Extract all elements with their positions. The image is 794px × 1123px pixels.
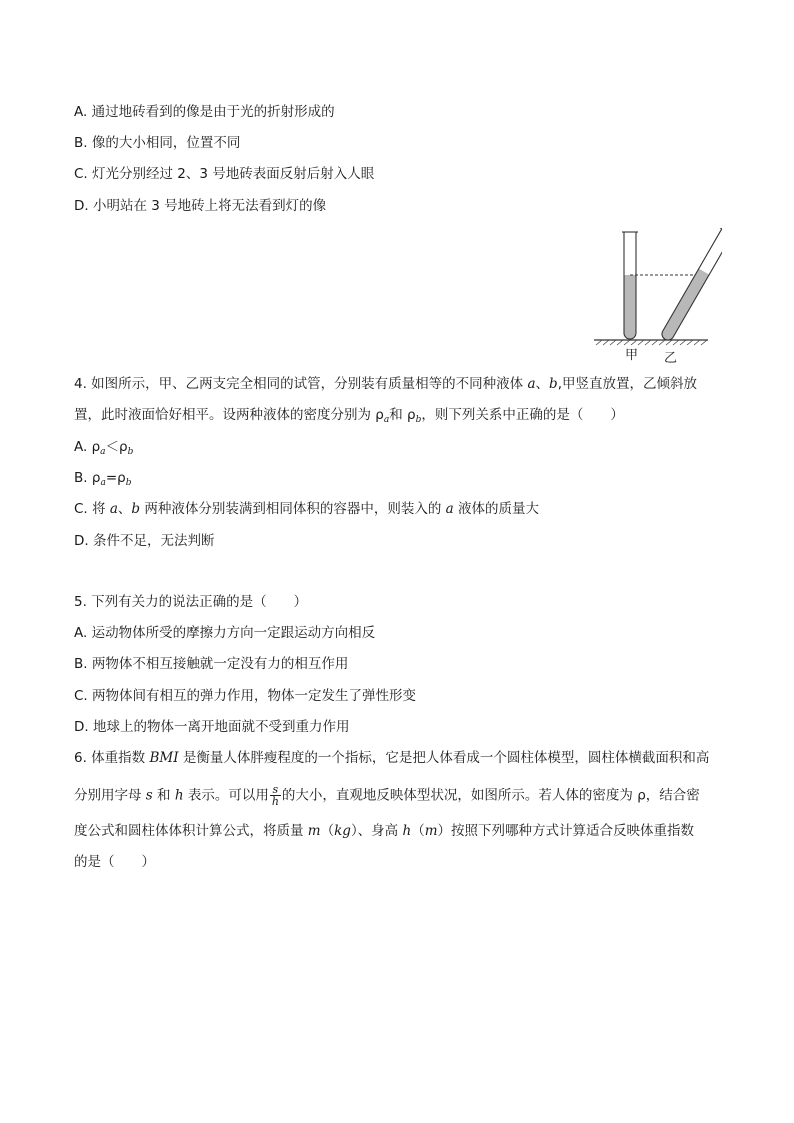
test-tube-figure (590, 228, 722, 368)
q3-option-c: C. 灯光分别经过 2、3 号地砖表面反射后射入人眼 (74, 166, 375, 182)
q5-stem: 5. 下列有关力的说法正确的是（ ） (74, 594, 308, 610)
q3-option-b: B. 像的大小相同，位置不同 (74, 135, 241, 151)
q3-option-d: D. 小明站在 3 号地砖上将无法看到灯的像 (74, 198, 327, 214)
q5-option-a: A. 运动物体所受的摩擦力方向一定跟运动方向相反 (74, 625, 376, 641)
q4-option-b: B. $\rho_a=\rho_b$ (74, 470, 132, 488)
label-jia: 甲 (625, 348, 639, 363)
q3-option-a: A. 通过地砖看到的像是由于光的折射形成的 (74, 104, 335, 120)
q4-option-a: A. $\rho_a<\rho_b$ (74, 439, 134, 457)
q5-option-b: B. 两物体不相互接触就一定没有力的相互作用 (74, 656, 349, 672)
q6-stem-line2: 分别用字母 s 和 h 表示。可以用 $\frac{s}{h}$ 的大小，直观地反映体型状况，如图所示。若人体的密度为 ρ，结合密 (74, 783, 700, 808)
tube-jia (622, 232, 638, 339)
q4-option-c: C. 将 a、b 两种液体分别装满到相同体积的容器中，则装入的 a 液体的质量大 (74, 501, 539, 517)
s-over-h-fraction: $\frac{s}{h}$ (271, 783, 279, 808)
q5-option-d: D. 地球上的物体一离开地面就不受到重力作用 (74, 719, 350, 735)
tube-yi (658, 228, 722, 343)
ground-hatch (596, 340, 707, 345)
q6-stem-line1: 6. 体重指数 BMI 是衡量人体胖瘦程度的一个指标，它是把人体看成一个圆柱体模型，圆柱体横截面积和高 (74, 750, 710, 766)
q6-stem-line5: 的是（ ） (74, 854, 155, 870)
q4-stem-line2: 置，此时液面恰好相平。设两种液体的密度分别为 $\rho_a$和 $\rho_b$，则下列关系中正确的是（ ） (74, 407, 624, 425)
q4-option-d: D. 条件不足，无法判断 (74, 533, 215, 549)
q6-stem-line4: 度公式和圆柱体体积计算公式，将质量 m（kg）、身高 h（m）按照下列哪种方式计算适合反映体重指数 (74, 823, 694, 839)
label-yi: 乙 (664, 351, 678, 366)
q5-option-c: C. 两物体间有相互的弹力作用，物体一定发生了弹性形变 (74, 688, 417, 704)
q4-stem-line1: 4. 如图所示，甲、乙两支完全相同的试管，分别装有质量相等的不同种液体 a、b,甲竖直放置，乙倾斜放 (74, 376, 697, 392)
